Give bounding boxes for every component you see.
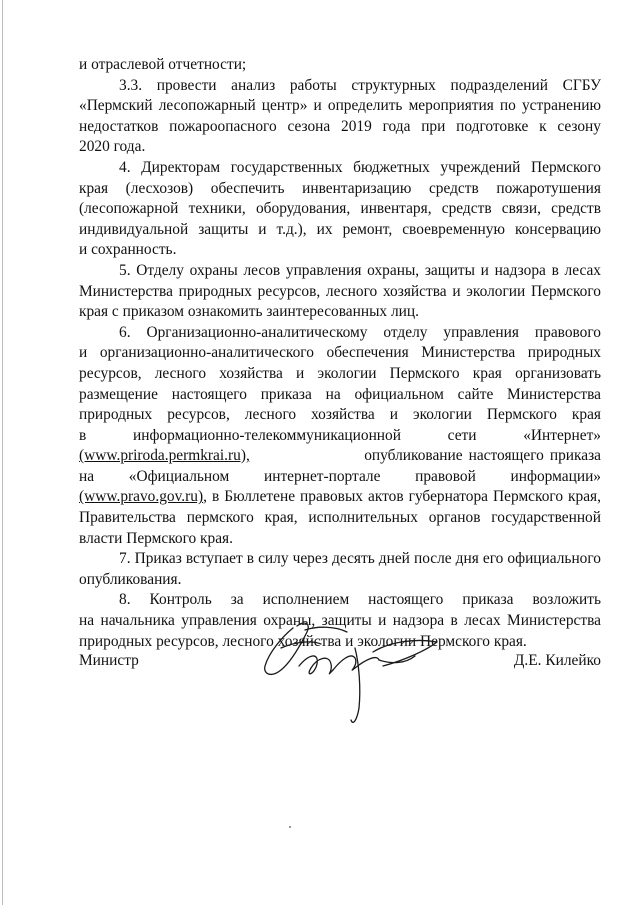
- text-line: опубликования.: [79, 570, 182, 588]
- text-line: недостатков пожароопасного сезона 2019 года при подготовке к сезону: [79, 117, 601, 135]
- text-line: размещение настоящего приказа на официальном сайте Министерства: [79, 385, 601, 403]
- text-line: власти Пермского края.: [79, 529, 233, 547]
- text-line-with-link: [79, 446, 601, 467]
- text-line: природных ресурсов, лесного хозяйства и экологии Пермского края.: [79, 632, 527, 650]
- text-line: края с приказом ознакомить заинтересованных лиц.: [79, 303, 419, 321]
- text-fragment: опубликование настоящего приказа: [364, 447, 602, 465]
- text-line-with-link: [79, 487, 601, 508]
- text-line: на начальника управления охраны, защиты и надзора в лесах Министерства: [79, 612, 601, 630]
- text-line: 4. Директорам государственных бюджетных учреждений Пермского: [119, 158, 601, 176]
- text-line: в информационно-телекоммуникационной сети «Интернет»: [79, 426, 601, 444]
- text-fragment: , в Бюллетене правовых актов губернатора Пермского края,: [203, 488, 601, 506]
- scan-speck: [289, 826, 291, 828]
- text-line: 6. Организационно-аналитическому отделу управления правового: [119, 323, 601, 341]
- text-line: Правительства пермского края, исполнительных органов государственной: [79, 509, 601, 527]
- signer-title: Министр: [79, 652, 139, 669]
- text-line: ресурсов, лесного хозяйства и экологии Пермского края организовать: [79, 364, 601, 382]
- text-line: и организационно-аналитического обеспечения Министерства природных: [79, 344, 601, 362]
- priroda-link[interactable]: (www.priroda.permkrai.ru),: [79, 447, 250, 465]
- handwritten-signature: [255, 608, 445, 738]
- text-line: (лесопожарной техники, оборудования, инвентаря, средств связи, средств: [79, 200, 601, 218]
- text-line: «Пермский лесопожарный центр» и определить мероприятия по устранению: [79, 97, 601, 115]
- scan-edge-line: [2, 0, 3, 905]
- text-line: и сохранность.: [79, 241, 177, 259]
- document-body: [79, 55, 601, 652]
- signer-name: Д.Е. Килейко: [513, 652, 601, 669]
- text-line: 8. Контроль за исполнением настоящего приказа возложить: [119, 591, 601, 609]
- text-line: края (лесхозов) обеспечить инвентаризацию средств пожаротушения: [79, 179, 601, 197]
- text-line: 2020 года.: [79, 138, 146, 156]
- text-line: на «Официальном интернет-портале правовой информации»: [79, 467, 601, 485]
- text-line: 5. Отделу охраны лесов управления охраны, защиты и надзора в лесах: [119, 261, 601, 279]
- text-line: индивидуальной защиты и т.д.), их ремонт, своевременную консервацию: [79, 220, 601, 238]
- text-line: 3.3. провести анализ работы структурных подразделений СГБУ: [119, 76, 601, 94]
- text-line: и отраслевой отчетности;: [79, 56, 247, 73]
- text-line: Министерства природных ресурсов, лесного хозяйства и экологии Пермского: [79, 282, 601, 300]
- text-line: природных ресурсов, лесного хозяйства и экологии Пермского края: [79, 406, 601, 424]
- text-line: 7. Приказ вступает в силу через десять дней после дня его официального: [119, 550, 601, 568]
- pravo-link[interactable]: (www.pravo.gov.ru): [79, 488, 204, 506]
